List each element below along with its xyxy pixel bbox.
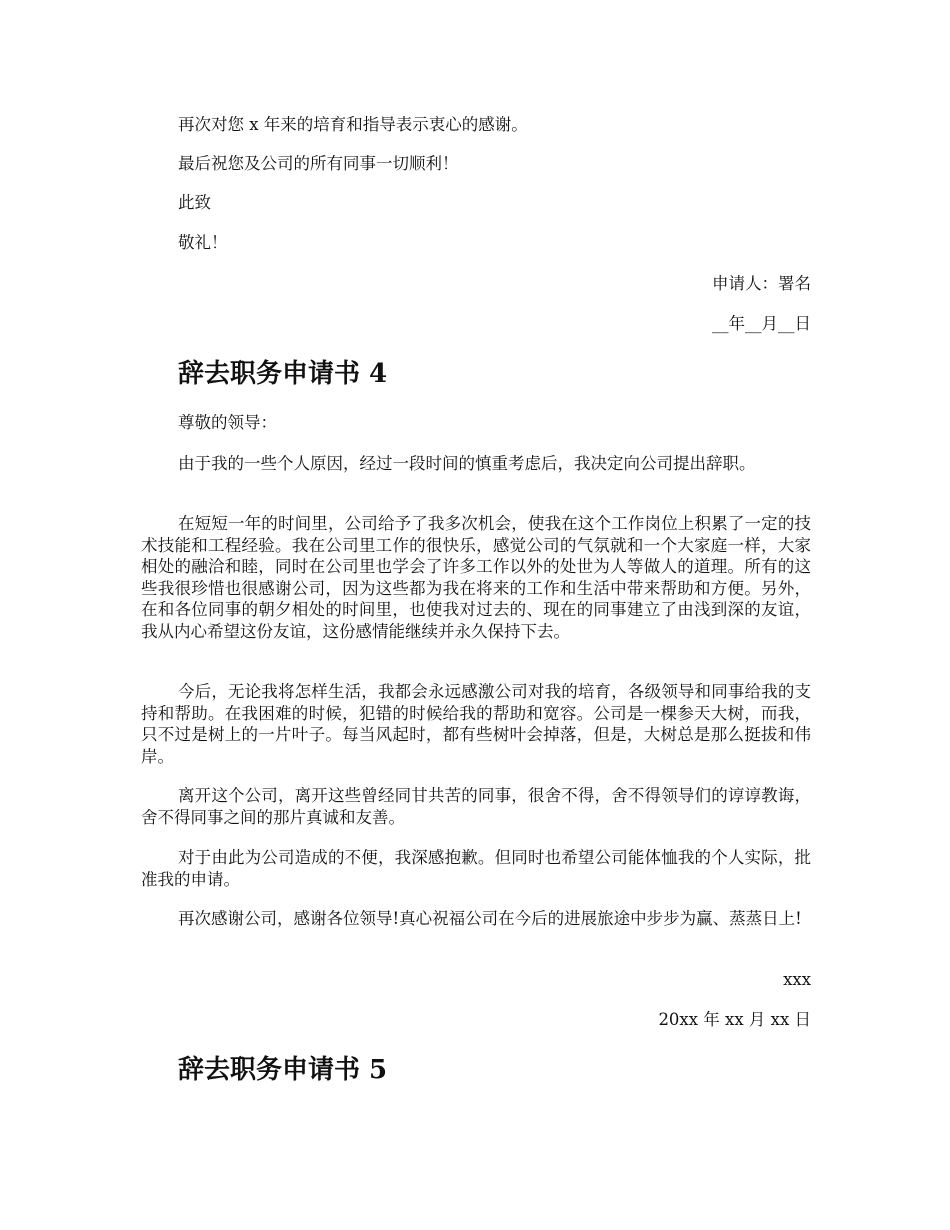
applicant-signature: 申请人：署名 — [712, 274, 811, 293]
signature: xxx — [783, 970, 811, 989]
paragraph-2: 在短短一年的时间里，公司给予了我多次机会，使我在这个工作岗位上积累了一定的技术技能和工程经验。我在公司里工作的很快乐，感觉公司的气氛就和一个大家庭一样，大家相处的融洽和睦，同时在公司里也学会了许多工作以外的处世为人等做人的道理。所有的这些我很珍惜也很感谢公司，因为这些都为我在将来的工作和生活中带来帮助和方便。另外，在和各位同事的朝夕相处的时间里，也使我对过去的、现在的同事建立了由浅到深的友谊，我从内心希望这份友谊，这份感情能继续并永久保持下去。 — [141, 514, 811, 641]
closing-line-wishes: 最后祝您及公司的所有同事一切顺利！ — [178, 154, 459, 173]
closing-line-jingli: 敬礼！ — [178, 233, 228, 252]
paragraph-5: 对于由此为公司造成的不便，我深感抱歉。但同时也希望公司能体恤我的个人实际，批准我的申请。 — [141, 848, 811, 889]
paragraph-3: 今后，无论我将怎样生活，我都会永远感激公司对我的培育，各级领导和同事给我的支持和帮助。在我困难的时候，犯错的时候给我的帮助和宽容。公司是一棵参天大树，而我，只不过是树上的一片叶子。每当风起时，都有些树叶会掉落，但是，大树总是那么挺拔和伟岸。 — [141, 682, 811, 766]
closing-line-thanks: 再次对您 x 年来的培育和指导表示衷心的感谢。 — [178, 115, 528, 134]
paragraph-1: 由于我的一些个人原因，经过一段时间的慎重考虑后，我决定向公司提出辞职。 — [178, 454, 756, 473]
section-4-title: 辞去职务申请书 4 — [178, 359, 388, 389]
section-5-title: 辞去职务申请书 5 — [178, 1055, 388, 1085]
paragraph-6: 再次感谢公司，感谢各位领导!真心祝福公司在今后的进展旅途中步步为赢、蒸蒸日上! — [178, 909, 802, 928]
signature-date: 20xx 年 xx 月 xx 日 — [658, 1010, 811, 1029]
applicant-date: __年__月__日 — [712, 314, 811, 333]
closing-line-cizhi: 此致 — [178, 193, 211, 212]
paragraph-4: 离开这个公司，离开这些曾经同甘共苦的同事，很舍不得，舍不得领导们的谆谆教诲，舍不得同事之间的那片真诚和友善。 — [141, 786, 811, 827]
salutation: 尊敬的领导： — [178, 413, 277, 432]
